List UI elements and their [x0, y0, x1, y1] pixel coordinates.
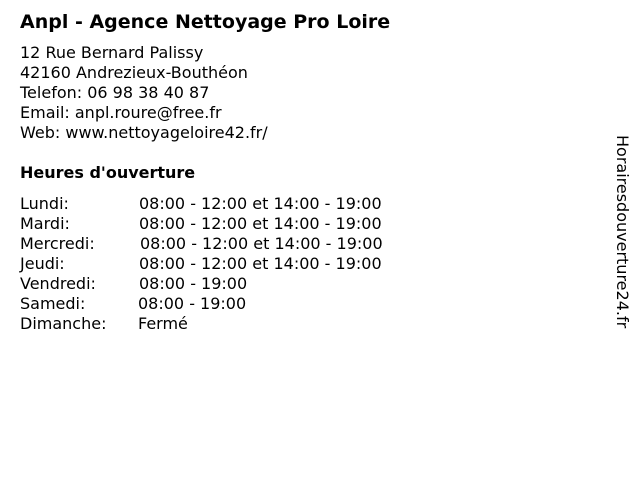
time-value: 08:00 - 19:00 — [139, 274, 248, 293]
day-label: Jeudi: — [20, 254, 65, 273]
day-label: Samedi: — [20, 294, 86, 313]
time-value: 08:00 - 12:00 et 14:00 - 19:00 — [139, 254, 382, 273]
time-value: 08:00 - 12:00 et 14:00 - 19:00 — [139, 194, 382, 213]
website-link[interactable]: Web: www.nettoyageloire42.fr/ — [20, 123, 268, 142]
time-value: 08:00 - 12:00 et 14:00 - 19:00 — [139, 214, 382, 233]
day-label: Lundi: — [20, 194, 69, 213]
email-address: Email: anpl.roure@free.fr — [20, 103, 222, 122]
city-address: 42160 Andrezieux-Bouthéon — [20, 63, 248, 82]
hours-heading: Heures d'ouverture — [20, 163, 196, 182]
site-credit: Horairesdouverture24.fr — [613, 135, 632, 329]
contact-block — [20, 43, 268, 143]
day-label: Mardi: — [20, 214, 70, 233]
time-value: Fermé — [138, 314, 188, 333]
street-address: 12 Rue Bernard Palissy — [20, 43, 204, 62]
day-label: Vendredi: — [20, 274, 96, 293]
phone-number: Telefon: 06 98 38 40 87 — [20, 83, 210, 102]
day-label: Dimanche: — [20, 314, 107, 333]
time-value: 08:00 - 12:00 et 14:00 - 19:00 — [140, 234, 383, 253]
time-value: 08:00 - 19:00 — [138, 294, 247, 313]
day-label: Mercredi: — [20, 234, 95, 253]
business-name: Anpl - Agence Nettoyage Pro Loire — [20, 11, 391, 33]
